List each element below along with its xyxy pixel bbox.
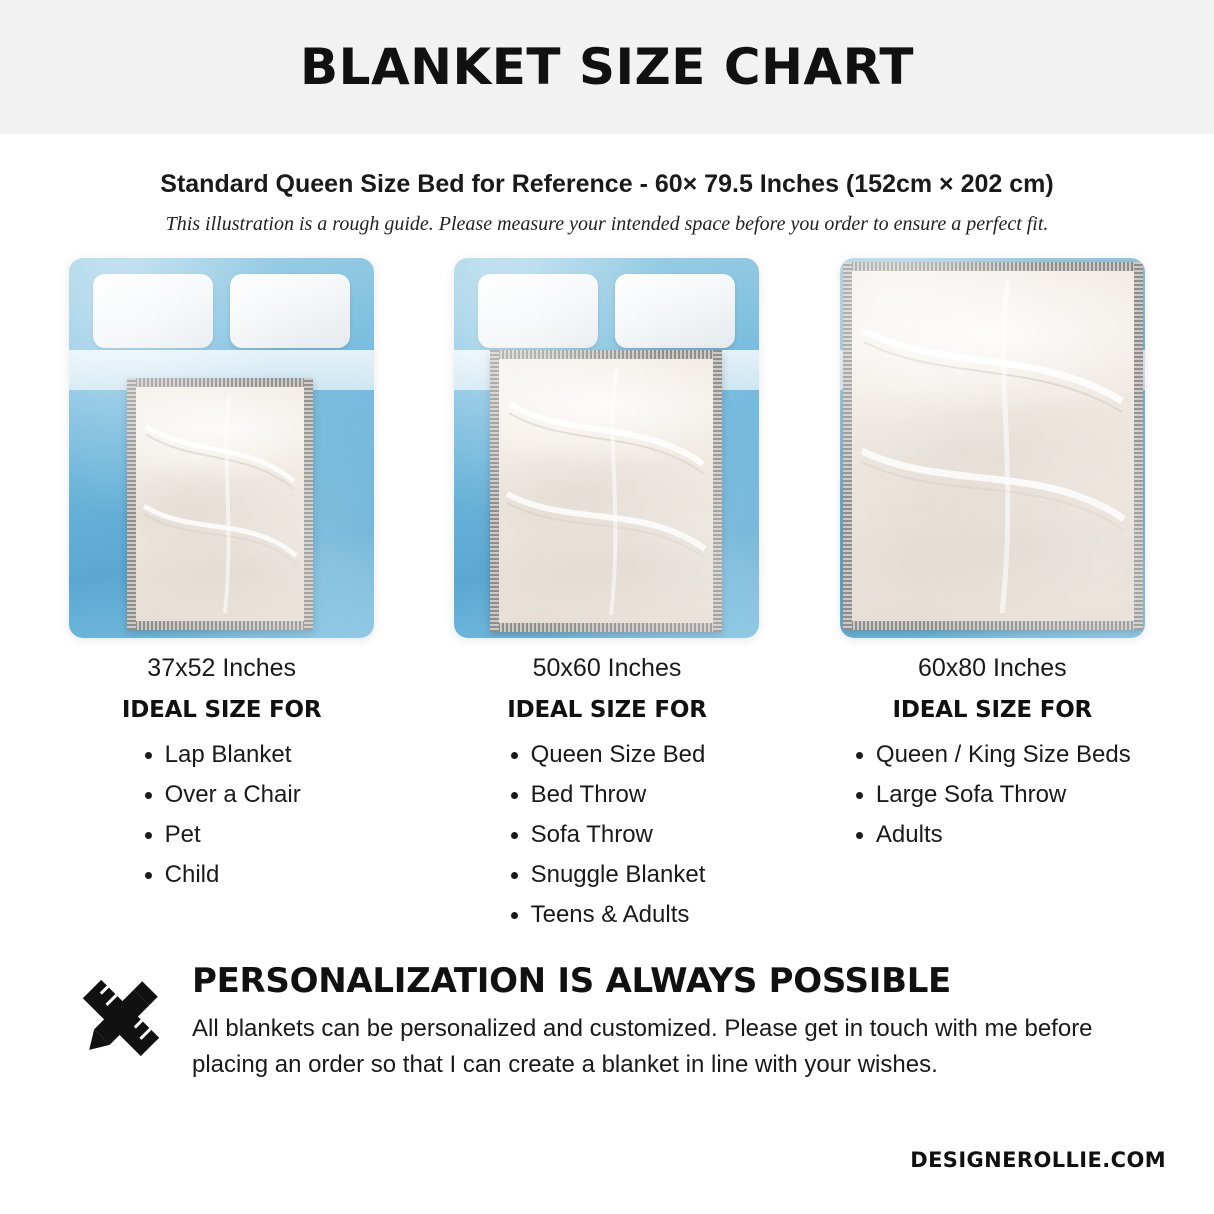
blanket-fringe-right <box>713 350 722 632</box>
disclaimer-text: This illustration is a rough guide. Please measure your intended space before you order to ensure a perfect fit. <box>165 213 1049 235</box>
size-label: 60x80 Inches <box>917 654 1067 682</box>
list-item: Teens & Adults <box>509 895 706 935</box>
list-item: Adults <box>854 815 1131 855</box>
bed-illustration-large <box>819 258 1166 648</box>
blanket-fringe-left <box>490 350 499 632</box>
page-title: BLANKET SIZE CHART <box>300 38 914 96</box>
bed-illustration-medium <box>433 258 780 648</box>
ideal-use-list <box>854 735 1131 855</box>
size-column-37x52 <box>48 258 395 895</box>
blanket-folds <box>852 271 1134 621</box>
personalization-text: All blankets can be personalized and customized. Please get in touch with me before placing an order so that I can create a blanket in line with your wishes. <box>192 1015 1093 1078</box>
ideal-use-list <box>509 735 706 935</box>
list-item: Lap Blanket <box>143 735 301 775</box>
bed-graphic <box>840 258 1145 638</box>
list-item: Sofa Throw <box>509 815 706 855</box>
size-column-50x60 <box>433 258 780 935</box>
blanket-fringe-left <box>843 262 852 630</box>
page-header <box>0 0 1214 134</box>
list-item: Bed Throw <box>509 775 706 815</box>
size-column-60x80 <box>819 258 1166 855</box>
bed-graphic <box>69 258 374 638</box>
pillow-left <box>478 274 598 348</box>
blanket-fringe-top <box>490 350 722 359</box>
blanket-fringe-top <box>127 378 313 387</box>
blanket-folds <box>136 387 304 621</box>
list-item: Queen / King Size Beds <box>854 735 1131 775</box>
blanket-fringe-bottom <box>490 623 722 632</box>
blanket-fringe-top <box>843 262 1143 271</box>
list-item: Queen Size Bed <box>509 735 706 775</box>
size-label: 50x60 Inches <box>532 654 682 682</box>
blanket-fringe-right <box>1134 262 1143 630</box>
size-label: 37x52 Inches <box>147 654 297 682</box>
list-item: Pet <box>143 815 301 855</box>
ideal-size-heading: IDEAL SIZE FOR <box>121 697 322 723</box>
blanket-folds <box>499 359 713 623</box>
blanket-fringe-right <box>304 378 313 630</box>
blanket-graphic-medium <box>490 350 722 632</box>
list-item: Child <box>143 855 301 895</box>
blanket-fringe-bottom <box>127 621 313 630</box>
blanket-fringe-bottom <box>843 621 1143 630</box>
blanket-graphic-large <box>843 262 1143 630</box>
ideal-use-list <box>143 735 301 895</box>
personalization-body <box>192 961 1146 1083</box>
ideal-size-heading: IDEAL SIZE FOR <box>507 697 707 723</box>
ideal-size-heading: IDEAL SIZE FOR <box>892 697 1093 723</box>
blanket-graphic-small <box>127 378 313 630</box>
personalization-title: PERSONALIZATION IS ALWAYS POSSIBLE <box>192 961 951 1001</box>
ruler-pencil-icon <box>68 965 174 1071</box>
bed-graphic <box>454 258 759 638</box>
reference-text: Standard Queen Size Bed for Reference - 60× 79.5 Inches (152cm × 202 cm) <box>160 170 1054 198</box>
reference-block <box>0 170 1214 236</box>
blanket-fringe-left <box>127 378 136 630</box>
pillow-right <box>615 274 735 348</box>
personalization-block <box>0 961 1214 1083</box>
list-item: Over a Chair <box>143 775 301 815</box>
list-item: Large Sofa Throw <box>854 775 1131 815</box>
list-item: Snuggle Blanket <box>509 855 706 895</box>
brand-footer: DESIGNEROLLIE.COM <box>910 1148 1166 1172</box>
pillow-right <box>230 274 350 348</box>
bed-illustration-small <box>48 258 395 648</box>
pillow-left <box>93 274 213 348</box>
size-columns <box>0 258 1214 935</box>
